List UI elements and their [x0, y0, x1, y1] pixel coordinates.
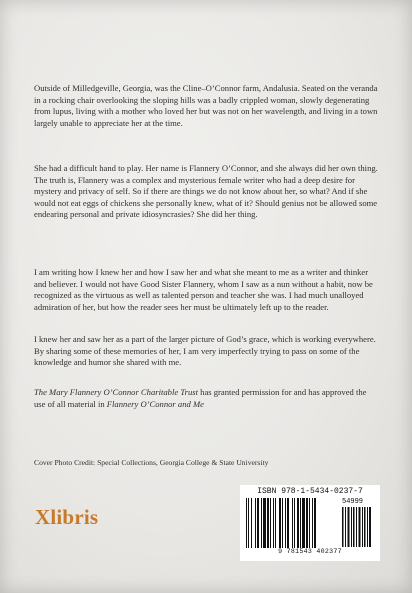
- isbn-number: ISBN 978-1-5434-0237-7: [257, 487, 363, 496]
- price-barcode: [342, 507, 372, 547]
- book-title: Flannery O’Connor and Me: [106, 398, 204, 409]
- publisher-logo: Xlibris: [35, 505, 99, 529]
- permission-text: has granted permission for and has approved the use of all material in: [34, 387, 367, 409]
- blurb-paragraph-3: I am writing how I knew her and how I saw her and what she meant to me as a writer and thinker and believer. I would not have Good Sister Flannery, whom I saw as a nun without a habit, now be recognized as the virtuous as well as talented person and teacher she was. I had much unalloyed admiration of her, but how the reader sees her must be ultimately left up to the reader.: [34, 267, 373, 312]
- isbn-barcode-box: [240, 485, 380, 561]
- permission-paragraph: [34, 387, 380, 410]
- blurb-paragraph-1: Outside of Milledgeville, Georgia, was the Cline–O’Connor farm, Andalusia. Seated on the veranda in a rocking chair overlooking the sloping hills was a badly crippled woman, slowly degenerating from lupus, living with a mother who loved her but was not on her wavelength, and living in a town largely unable to appreciate her at the time.: [34, 83, 378, 128]
- ean-digits: 9 781543 402377: [278, 548, 342, 555]
- blurb-paragraph-4: I knew her and saw her as a part of the larger picture of God’s grace, which is working everywhere. By sharing some of these memories of her, I am very imperfectly trying to pass on some of the knowledge and humor she shared with me.: [34, 334, 376, 368]
- trust-name: The Mary Flannery O’Connor Charitable Trust: [34, 387, 198, 397]
- photo-credit: Cover Photo Credit: Special Collections, Georgia College & State University: [34, 458, 269, 467]
- blurb-paragraph-2: She had a difficult hand to play. Her name is Flannery O’Connor, and she always did her own thing. The truth is, Flannery was a complex and mysterious female writer who had a deep desire for mystery and privacy of self. So if there are things we do not know about her, so what? And if she would not eat eggs of chickens she personally knew, what of it? Should genius not be allowed some endearing personal and private idiosyncrasies? She did her thing.: [34, 163, 378, 220]
- price-code: 54999: [342, 498, 364, 506]
- ean-barcode: [246, 498, 338, 548]
